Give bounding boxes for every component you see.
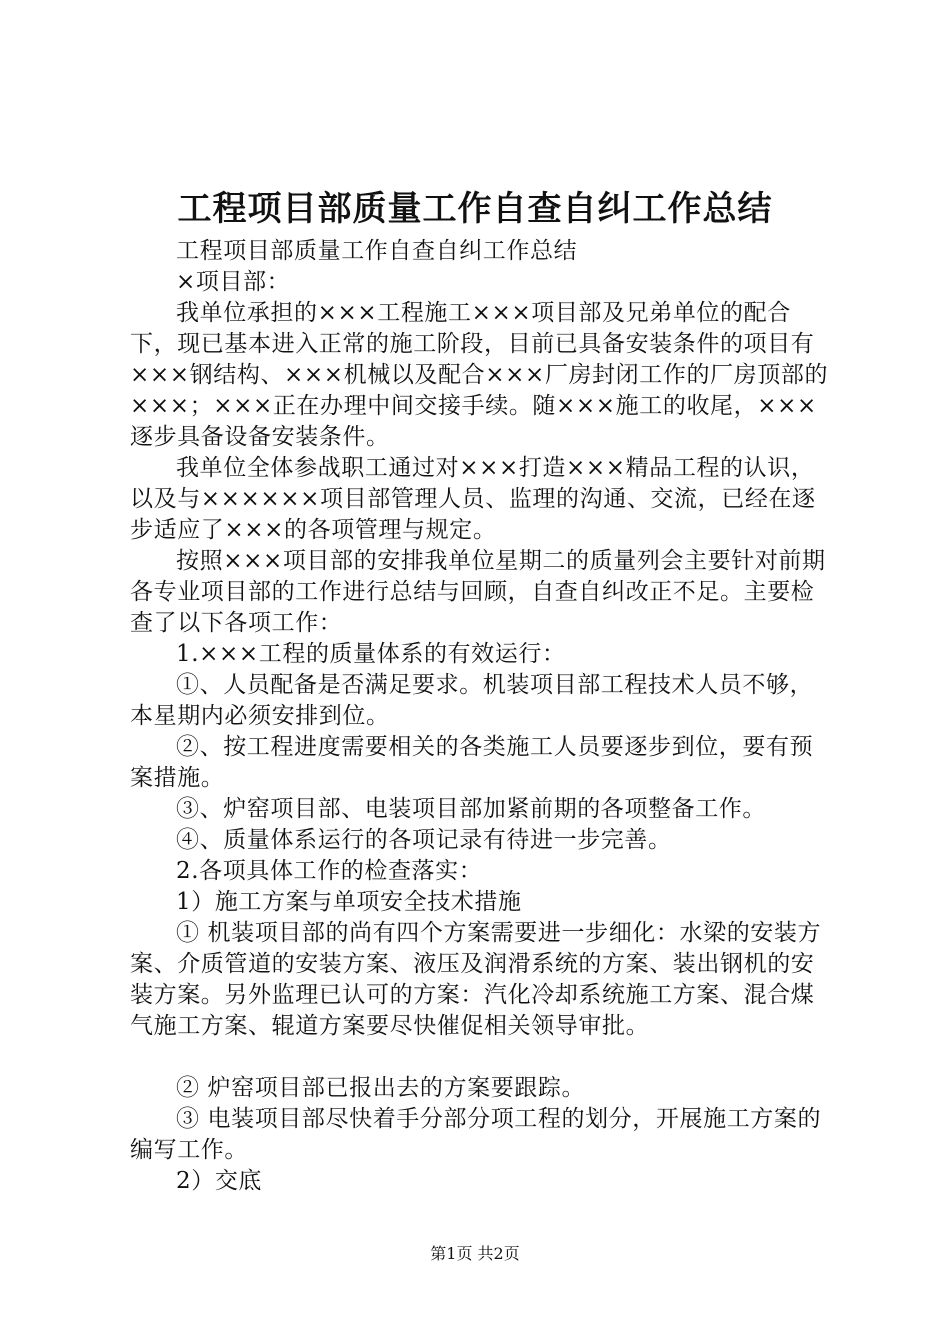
paragraph: 2）交底	[176, 1168, 263, 1194]
paragraph: 1.×××工程的质量体系的有效运行：	[176, 641, 566, 667]
paragraph: 工程项目部质量工作自查自纠工作总结	[176, 238, 578, 264]
page-footer: 第1页 共2页	[430, 1244, 520, 1263]
paragraph: ③、炉窑项目部、电装项目部加紧前期的各项整备工作。	[176, 796, 766, 822]
paragraph: 1）施工方案与单项安全技术措施	[176, 889, 522, 915]
paragraph: ① 机装项目部的尚有四个方案需要进一步细化：水梁的安装方案、介质管道的安装方案、液压及润滑系统的方案、装出钢机的安装方案。另外监理已认可的方案：汽化冷却系统施工方案、混合煤气施工方案、辊道方案要尽快催促相关领导审批。	[130, 920, 822, 1039]
paragraph: ×项目部：	[176, 269, 291, 295]
paragraph: ②、按工程进度需要相关的各类施工人员要逐步到位，要有预案措施。	[130, 734, 814, 791]
paragraph: ④、质量体系运行的各项记录有待进一步完善。	[176, 827, 672, 853]
paragraph: ①、人员配备是否满足要求。机装项目部工程技术人员不够，本星期内必须安排到位。	[130, 672, 814, 729]
paragraph: ② 炉窑项目部已报出去的方案要跟踪。	[176, 1075, 586, 1101]
paragraph: 2.各项具体工作的检查落实：	[176, 858, 483, 884]
blank-line	[130, 1042, 832, 1073]
paragraph: 我单位全体参战职工通过对×××打造×××精品工程的认识，以及与××××××项目部管理人员、监理的沟通、交流，已经在逐步适应了×××的各项管理与规定。	[130, 455, 816, 543]
paragraph: 我单位承担的×××工程施工×××项目部及兄弟单位的配合下，现已基本进入正常的施工阶段，目前已具备安装条件的项目有×××钢结构、×××机械以及配合×××厂房封闭工作的厂房顶部的×××；×××正在办理中间交接手续。随×××施工的收尾，×××逐步具备设备安装条件。	[130, 300, 829, 450]
document-title: 工程项目部质量工作自查自纠工作总结	[177, 189, 773, 229]
document-body	[130, 236, 832, 1197]
paragraph: ③ 电装项目部尽快着手分部分项工程的划分，开展施工方案的编写工作。	[130, 1106, 822, 1163]
paragraph: 按照×××项目部的安排我单位星期二的质量列会主要针对前期各专业项目部的工作进行总结与回顾，自查自纠改正不足。主要检查了以下各项工作：	[130, 548, 826, 636]
